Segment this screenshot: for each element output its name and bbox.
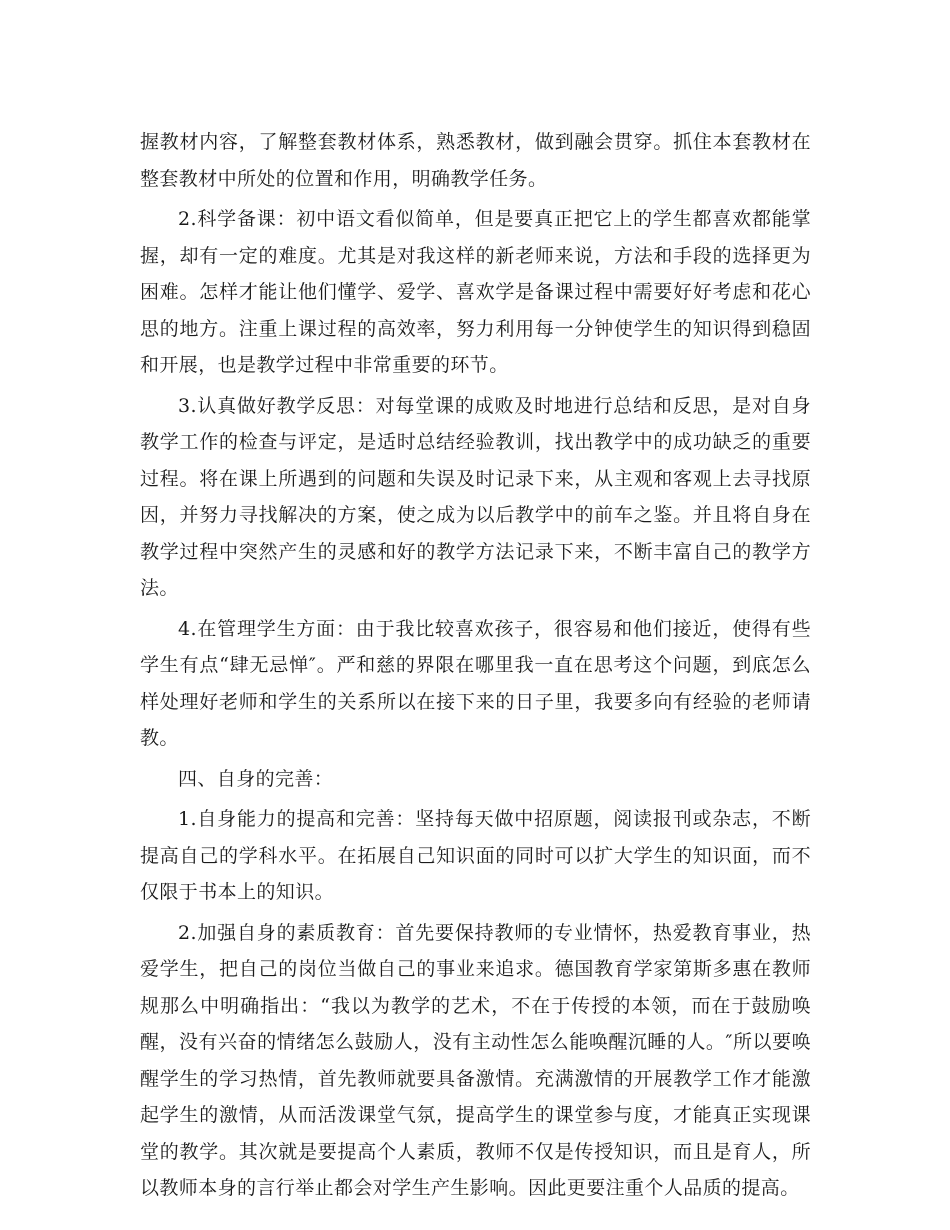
paragraph-continuation: 握教材内容，了解整套教材体系，熟悉教材，做到融会贯穿。抓住本套教材在整套教材中所处的位置和作用，明确教学任务。 — [140, 131, 811, 190]
paragraph-teaching-reflection: 3.认真做好教学反思：对每堂课的成败及时地进行总结和反思，是对自身教学工作的检查与评定，是适时总结经验教训，找出教学中的成功缺乏的重要过程。将在课上所遇到的问题和失误及时记录下来，从主观和客观上去寻找原因，并努力寻找解决的方案，使之成为以后教学中的前车之鉴。并且将自身在教学过程中突然产生的灵感和好的教学方法记录下来，不断丰富自己的教学方法。 — [140, 394, 811, 599]
paragraph-scientific-lesson-prep: 2.科学备课：初中语文看似简单，但是要真正把它上的学生都喜欢都能掌握，却有一定的难度。尤其是对我这样的新老师来说，方法和手段的选择更为困难。怎样才能让他们懂学、爱学、喜欢学是备课过程中需要好好考虑和花心思的地方。注重上课过程的高效率，努力利用每一分钟使学生的知识得到稳固和开展，也是教学过程中非常重要的环节。 — [140, 208, 811, 376]
paragraph-quality-education: 2.加强自身的素质教育：首先要保持教师的专业情怀，热爱教育事业，热爱学生，把自己的岗位当做自己的事业来追求。德国教育学家第斯多惠在教师规那么中明确指出：“我以为教学的艺术，不在于传授的本领，而在于鼓励唤醒，没有兴奋的情绪怎么鼓励人，没有主动性怎么能唤醒沉睡的人。″所以要唤醒学生的学习热情，首先教师就要具备激情。充满激情的开展教学工作才能激起学生的激情，从而活泼课堂气氛，提高学生的课堂参与度，才能真正实现课堂的教学。其次就是要提高个人素质，教师不仅是传授知识，而且是育人，所以教师本身的言行举止都会对学生产生影响。因此更要注重个人品质的提高。 — [140, 921, 811, 1199]
section-heading-self-improvement: 四、自身的完善： — [178, 767, 334, 790]
paragraph-student-management: 4.在管理学生方面：由于我比较喜欢孩子，很容易和他们接近，使得有些学生有点“肆无忌惮″。严和慈的界限在哪里我一直在思考这个问题，到底怎么样处理好老师和学生的关系所以在接下来的日子里，我要多向有经验的老师请教。 — [140, 617, 811, 749]
paragraph-ability-improvement: 1.自身能力的提高和完善：坚持每天做中招原题，阅读报刊或杂志，不断提高自己的学科水平。在拓展自己知识面的同时可以扩大学生的知识面，而不仅限于书本上的知识。 — [140, 808, 811, 903]
